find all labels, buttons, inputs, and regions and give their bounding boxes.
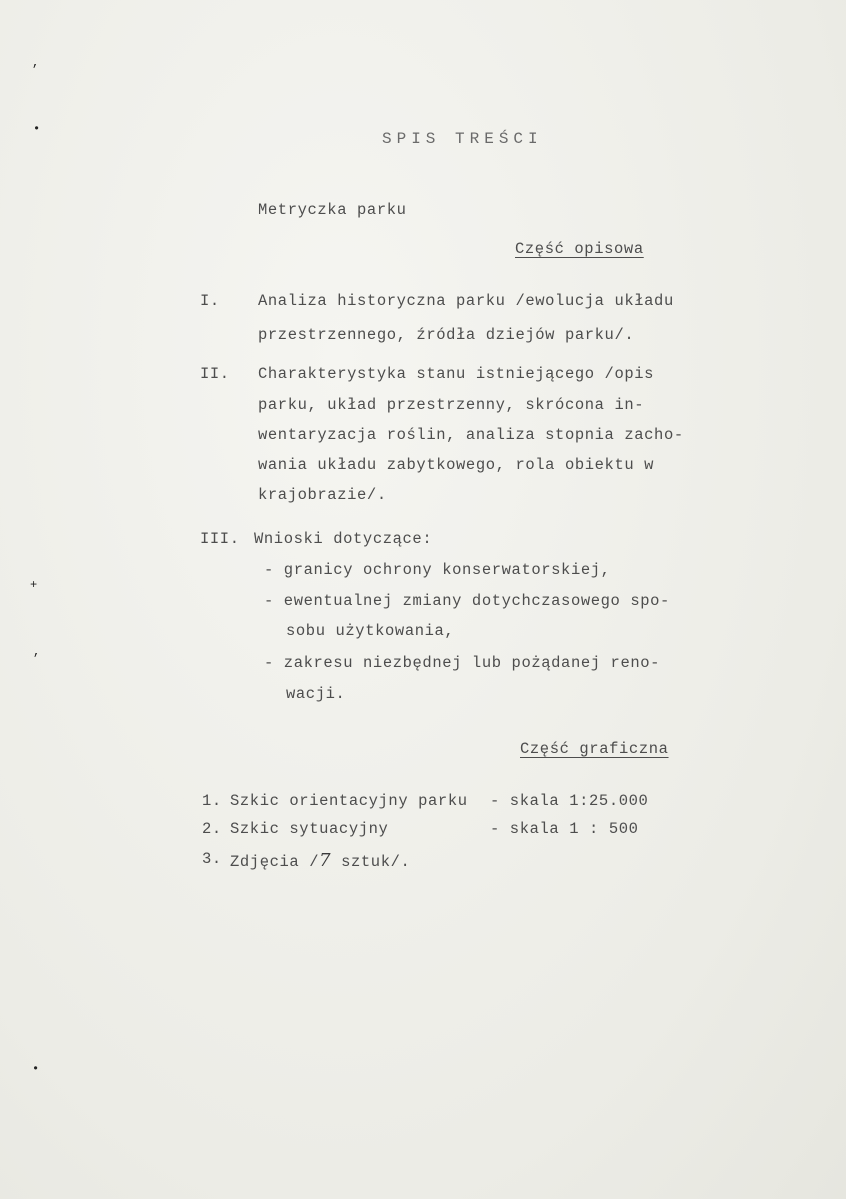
- section-bullet: - zakresu niezbędnej lub pożądanej reno-: [264, 654, 661, 672]
- graphic-scale: - skala 1 : 500: [490, 820, 639, 838]
- graphic-number: 1.: [202, 792, 222, 810]
- graphic-scale: - skala 1:25.000: [490, 792, 649, 810]
- graphic-number: 3.: [202, 850, 222, 868]
- section-text: wania układu zabytkowego, rola obiektu w: [258, 456, 655, 474]
- section-bullet: - granicy ochrony konserwatorskiej,: [264, 561, 611, 579]
- section-number: I.: [200, 292, 220, 310]
- graficzna-heading: Część graficzna: [520, 740, 669, 758]
- margin-mark: +: [30, 578, 38, 592]
- page-title: SPIS TREŚCI: [382, 130, 543, 148]
- section-text: parku, układ przestrzenny, skrócona in-: [258, 396, 645, 414]
- handwritten-count: 7: [319, 850, 332, 871]
- section-text: krajobrazie/.: [258, 486, 387, 504]
- metryczka-line: Metryczka parku: [258, 201, 407, 219]
- graphic-number: 2.: [202, 820, 222, 838]
- margin-mark: •: [33, 122, 41, 136]
- photos-label: Zdjęcia /: [230, 853, 320, 871]
- section-text: przestrzennego, źródła dziejów parku/.: [258, 326, 635, 344]
- section-text: Charakterystyka stanu istniejącego /opis: [258, 365, 655, 383]
- section-bullet: - ewentualnej zmiany dotychczasowego spo-: [264, 592, 670, 610]
- section-number: III.: [200, 530, 240, 548]
- section-text: Analiza historyczna parku /ewolucja układu: [258, 292, 674, 310]
- margin-mark: •: [32, 1062, 40, 1076]
- graphic-label: Szkic sytuacyjny: [230, 820, 389, 838]
- margin-mark: ,: [32, 56, 40, 70]
- section-bullet: wacji.: [286, 685, 346, 703]
- margin-mark: ,: [33, 645, 41, 659]
- graphic-label: Szkic orientacyjny parku: [230, 792, 468, 810]
- section-text: wentaryzacja roślin, analiza stopnia zacho-: [258, 426, 684, 444]
- section-bullet: sobu użytkowania,: [286, 622, 455, 640]
- opisowa-heading: Część opisowa: [515, 240, 644, 258]
- photos-unit: sztuk/.: [331, 853, 411, 871]
- graphic-label: [230, 850, 410, 871]
- section-number: II.: [200, 365, 230, 383]
- section-text: Wnioski dotyczące:: [254, 530, 433, 548]
